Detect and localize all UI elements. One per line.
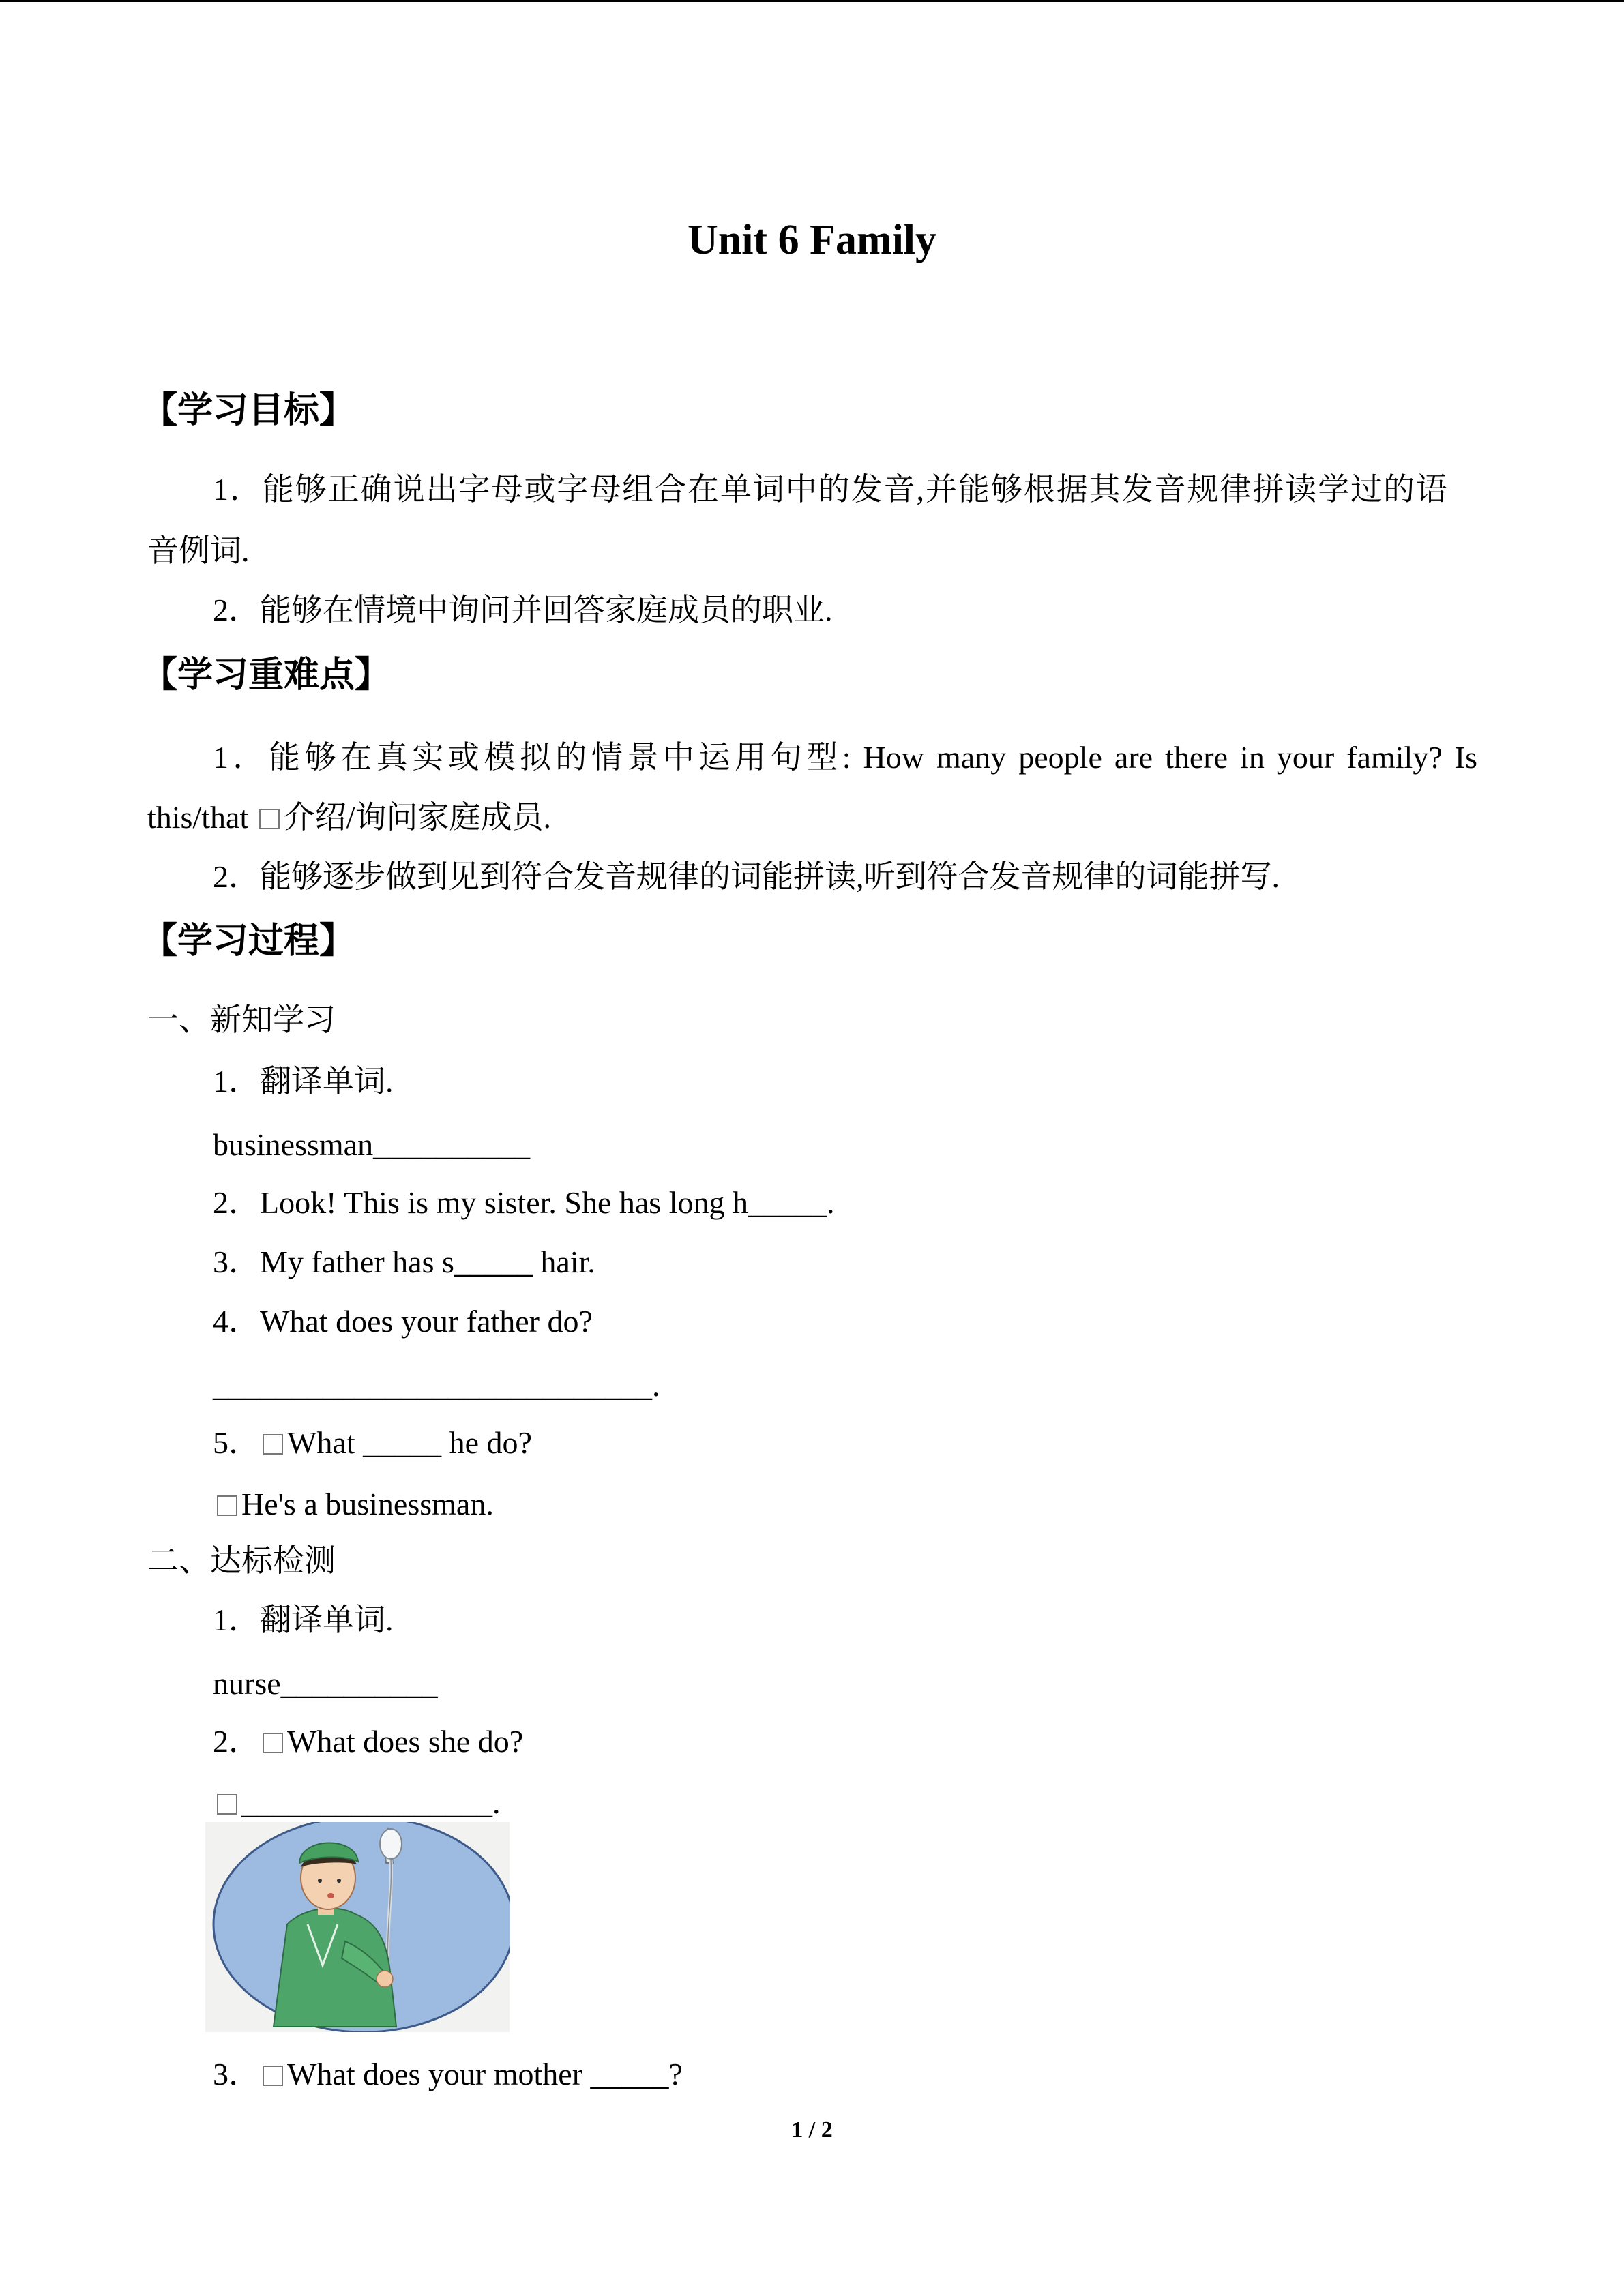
part-1-question-2: 2．Look! This is my sister. She has long h_____. — [213, 1185, 835, 1220]
answer-blank: ________________. — [241, 1785, 501, 1820]
missing-glyph-box — [259, 809, 280, 829]
part-1-question-4-answer: ____________________________. — [213, 1368, 660, 1403]
key-point-text-b: 介绍/询问家庭成员. — [283, 800, 552, 835]
key-point-item-2: 2．能够逐步做到见到符合发音规律的词能拼读,听到符合发音规律的词能拼写. — [213, 859, 1280, 894]
goal-item-2: 2．能够在情境中询问并回答家庭成员的职业. — [213, 593, 833, 627]
part-1-question-1-word: businessman__________ — [213, 1127, 531, 1162]
part-1-question-4: 4．What does your father do? — [213, 1304, 593, 1339]
key-point-text-a: this/that — [147, 800, 249, 835]
section-heading-key-points: 【学习重难点】 — [142, 655, 391, 696]
question-number: 2． — [213, 1724, 260, 1759]
top-border — [0, 0, 1624, 2]
part-1-title: 一、新知学习 — [147, 1002, 336, 1037]
question-number: 5． — [213, 1425, 260, 1460]
part-1-question-5-answer — [213, 1483, 494, 1525]
missing-glyph-box — [217, 1495, 237, 1516]
missing-glyph-box — [217, 1794, 237, 1815]
part-2-question-1-word: nurse__________ — [213, 1666, 438, 1701]
part-2-title: 二、达标检测 — [147, 1543, 336, 1578]
page-title: Unit 6 Family — [687, 217, 937, 263]
nurse-illustration — [205, 1822, 510, 2032]
part-1-question-1: 1．翻译单词. — [213, 1064, 394, 1099]
part-2-question-2-answer — [213, 1782, 501, 1824]
missing-glyph-box — [263, 1434, 283, 1455]
question-text: What does she do? — [287, 1724, 524, 1759]
missing-glyph-box — [263, 1733, 283, 1753]
part-2-question-3 — [213, 2053, 683, 2096]
question-text: What does your mother _____? — [287, 2057, 683, 2091]
question-text: What _____ he do? — [287, 1425, 532, 1460]
goal-item-1: 1．能够正确说出字母或字母组合在单词中的发音,并能够根据其发音规律拼读学过的语 — [213, 472, 1447, 507]
part-1-question-3: 3．My father has s_____ hair. — [213, 1244, 595, 1279]
answer-text: He's a businessman. — [241, 1487, 494, 1521]
goal-item-1-cont: 音例词. — [147, 533, 250, 568]
part-2-question-1: 1．翻译单词. — [213, 1602, 394, 1637]
key-point-item-1: 1．能够在真实或模拟的情景中运用句型: How many people are there in your family? Is — [213, 740, 1477, 775]
part-2-question-2 — [213, 1720, 523, 1763]
missing-glyph-box — [263, 2066, 283, 2086]
key-point-item-1-cont — [147, 796, 551, 839]
page-number: 1 / 2 — [791, 2117, 833, 2143]
section-heading-process: 【学习过程】 — [142, 921, 355, 961]
question-number: 3． — [213, 2057, 260, 2091]
section-heading-goals: 【学习目标】 — [142, 390, 355, 431]
part-1-question-5 — [213, 1422, 532, 1464]
